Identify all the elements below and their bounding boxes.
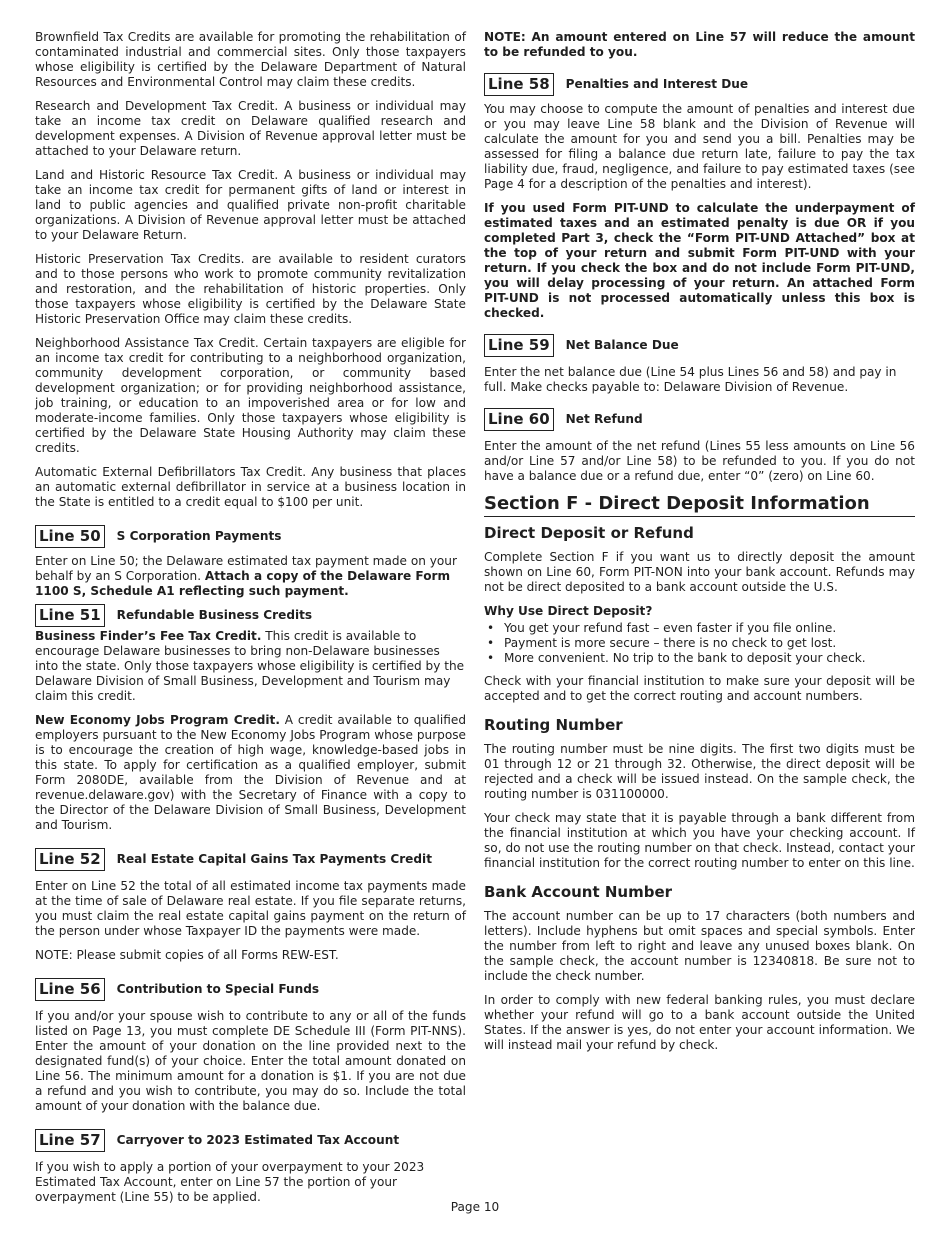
line58-paragraph: You may choose to compute the amount of penalties and interest due or you may leave Line 58 blank and the Division of Revenue will calculate the amount for you and send you a bill. Penalties may be assessed for filing a balance due return late, failure to pay the tax liability due, fraud, negligence, and failure to pay estimated taxes (see Page 4 for a description of the penalties and interest). — [484, 102, 915, 191]
line59-paragraph: Enter the net balance due (Line 54 plus Lines 56 and 58) and pay in full. Make checks payable to: Delaware Division of Revenue. — [484, 365, 897, 394]
line58-box: Line 58 — [484, 73, 554, 96]
line50-text: Enter on Line 50; the Delaware estimated tax payment made on your behalf by an S Corporation. — [35, 554, 457, 583]
federal-banking-paragraph: In order to comply with new federal banking rules, you must declare whether your refund will go to a bank account outside the United States. If the answer is yes, do not enter your account information. We will instead mail your refund by check. — [484, 993, 915, 1052]
line50-heading — [35, 524, 466, 548]
finders-fee-bold: Business Finder’s Fee Tax Credit. — [35, 629, 262, 643]
line52-title: Real Estate Capital Gains Tax Payments Credit — [116, 851, 432, 866]
line58-title: Penalties and Interest Due — [565, 76, 749, 91]
line52-note: NOTE: Please submit copies of all Forms REW-EST. — [35, 948, 339, 962]
neighborhood-paragraph: Neighborhood Assistance Tax Credit. Certain taxpayers are eligible for an income tax credit for contributing to a neighborhood organization, community development corporation, or community based development organization; or for providing neighborhood assistance, job training, or education to an impoverished area or for low and moderate-income families. Only those taxpayers whose eligibility is certified by the Delaware State Housing Authority may claim these credits. — [35, 336, 466, 455]
line51-box: Line 51 — [35, 604, 105, 627]
line57-box: Line 57 — [35, 1129, 105, 1152]
bank-account-heading: Bank Account Number — [484, 883, 673, 901]
new-economy-bold: New Economy Jobs Program Credit. — [35, 713, 280, 727]
historic-paragraph: Historic Preservation Tax Credits. are available to resident curators and to those persons who work to promote community revitalization and restoration, and the rehabilitation of historic properties. Only those taxpayers whose eligibility is certified by the Delaware State Historic Preservation Office may claim these credits. — [35, 252, 466, 326]
new-economy-paragraph — [35, 713, 466, 833]
right-column — [484, 30, 915, 1062]
routing-number-heading: Routing Number — [484, 716, 623, 734]
line58-heading — [484, 72, 915, 96]
left-column — [35, 30, 466, 1214]
line56-heading — [35, 977, 466, 1001]
new-economy-text: A credit available to qualified employers pursuant to the New Economy Jobs Program whose purpose is to encourage the creation of high wage, knowledge-based jobs in this state. To apply for certification as a qualified employer, submit Form 2080DE, available from the Division of Revenue and at revenue.delaware.gov) with the Secretary of Finance with a copy to the Director of the Delaware Division of Small Business, Development and Tourism. — [35, 713, 466, 832]
direct-deposit-heading: Direct Deposit or Refund — [484, 524, 694, 542]
research-paragraph: Research and Development Tax Credit. A business or individual may take an income tax credit on Delaware qualified research and development expenses. A Division of Revenue approval letter must be attached to your Delaware return. — [35, 99, 466, 158]
line50-paragraph — [35, 554, 466, 599]
line59-box: Line 59 — [484, 334, 554, 357]
line52-heading — [35, 847, 466, 871]
line52-paragraph: Enter on Line 52 the total of all estimated income tax payments made at the time of sale of Delaware real estate. If you file separate returns, you must claim the real estate capital gains payment on the return of the person under whose Taxpayer ID the payments were made. — [35, 879, 466, 938]
payable-through-paragraph: Your check may state that it is payable through a bank different from the financial institution at which you have your checking account. If so, do not use the routing number on that check. Instead, contact your financial institution for the correct routing number to enter on this line. — [484, 811, 915, 870]
line58-bold-paragraph: If you used Form PIT-UND to calculate the underpayment of estimated taxes and an estimated penalty is due OR if you completed Part 3, check the “Form PIT-UND Attached” box at the top of your return and submit Form PIT-UND with your return. If you check the box and do not include Form PIT-UND, you will delay processing of your return. An attached Form PIT-UND is not processed automatically unless this box is checked. — [484, 201, 915, 320]
defibrillator-paragraph: Automatic External Defibrillators Tax Credit. Any business that places an automatic external defibrillator in service at a business location in the State is entitled to a credit equal to $100 per unit. — [35, 465, 466, 509]
brownfield-paragraph: Brownfield Tax Credits are available for promoting the rehabilitation of contaminated industrial and commercial sites. Only those taxpayers whose eligibility is certified by the Delaware Department of Natural Resources and Environmental Control may claim these credits. — [35, 30, 466, 89]
line56-paragraph: If you and/or your spouse wish to contribute to any or all of the funds listed on Page 13, you must complete DE Schedule III (Form PIT-NNS). Enter the amount of your donation on the line provided next to the designated fund(s) of your choice. Enter the total amount donated on Line 56. The minimum amount for a donation is $1. If you are not due a refund and you wish to contribute, you may do so. Include the total amount of your donation with the balance due. — [35, 1009, 466, 1113]
list-item: • More convenient. No trip to the bank to deposit your check. — [484, 651, 915, 666]
line57-paragraph: If you wish to apply a portion of your overpayment to your 2023 Estimated Tax Account, enter on Line 57 the portion of your overpayment (Line 55) to be applied. — [35, 1160, 425, 1204]
page-number: Page 10 — [450, 1200, 500, 1214]
section-f-title: Section F - Direct Deposit Information — [484, 493, 915, 517]
finders-fee-text: This credit is available to encourage Delaware businesses to bring non-Delaware businesses into the state. Only those taxpayers whose eligibility is certified by the Delaware Division of Small Business, Development and Tourism may claim this credit. — [35, 629, 465, 703]
line50-title: S Corporation Payments — [116, 528, 282, 543]
direct-deposit-paragraph: Complete Section F if you want us to directly deposit the amount shown on Line 60, Form PIT-NON into your bank account. Refunds may not be direct deposited to a bank account outside the U.S. — [484, 550, 915, 594]
line56-box: Line 56 — [35, 978, 105, 1001]
line51-heading — [35, 603, 466, 627]
routing-number-paragraph: The routing number must be nine digits. The first two digits must be 01 through 12 or 21 through 32. Otherwise, the direct deposit will be rejected and a check will be issued instead. On the sample check, the routing number is 031100000. — [484, 742, 915, 801]
line52-box: Line 52 — [35, 848, 105, 871]
line51-title: Refundable Business Credits — [116, 607, 313, 622]
finders-fee-paragraph — [35, 629, 466, 704]
list-item: • You get your refund fast – even faster if you file online. — [484, 621, 915, 636]
account-number-paragraph: The account number can be up to 17 characters (both numbers and letters). Include hyphens but omit spaces and special symbols. Enter the number from left to right and leave any unused boxes blank. On the sample check, the account number is 12340818. Be sure not to include the check number. — [484, 909, 915, 983]
line59-title: Net Balance Due — [565, 337, 679, 352]
line59-heading — [484, 333, 915, 357]
line56-title: Contribution to Special Funds — [116, 981, 320, 996]
line50-box: Line 50 — [35, 525, 105, 548]
list-item: • Payment is more secure – there is no check to get lost. — [484, 636, 915, 651]
line60-title: Net Refund — [565, 411, 643, 426]
line60-paragraph: Enter the amount of the net refund (Lines 55 less amounts on Line 56 and/or Line 57 and/or Line 58) to be refunded to you. If you do not have a balance due or a refund due, enter “0” (zero) on Line 60. — [484, 439, 915, 483]
line60-box: Line 60 — [484, 408, 554, 431]
financial-institution-paragraph: Check with your financial institution to make sure your deposit will be accepted and to get the correct routing and account numbers. — [484, 674, 915, 703]
line50-bold-text: Attach a copy of the Delaware Form 1100 S, Schedule A1 reflecting such payment. — [35, 569, 451, 598]
line60-heading — [484, 407, 915, 431]
line57-heading — [35, 1128, 466, 1152]
line57-title: Carryover to 2023 Estimated Tax Account — [116, 1132, 400, 1147]
why-direct-deposit-heading: Why Use Direct Deposit? — [484, 604, 653, 618]
line57-note: NOTE: An amount entered on Line 57 will reduce the amount to be refunded to you. — [484, 30, 915, 59]
land-paragraph: Land and Historic Resource Tax Credit. A business or individual may take an income tax credit for permanent gifts of land or interest in land to public agencies and qualified private non-profit charitable organizations. A Division of Revenue approval letter must be attached to your Delaware Return. — [35, 168, 466, 242]
direct-deposit-benefits-list — [484, 621, 915, 666]
